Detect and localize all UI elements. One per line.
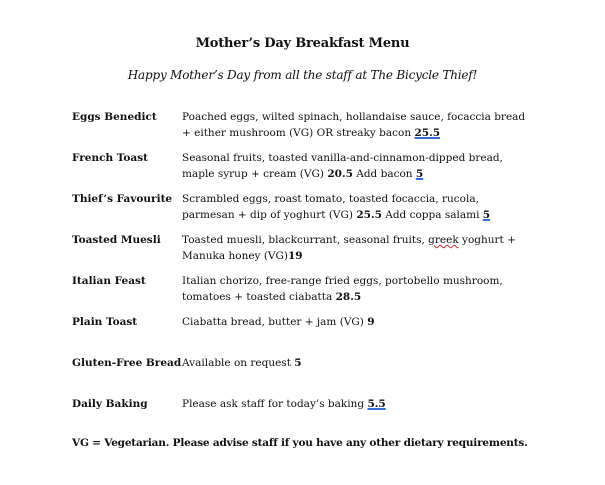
item-desc-text: Scrambled eggs, roast tomato, toasted focaccia, rucola, parmesan + dip of yoghurt (VG)	[182, 193, 479, 221]
item-price: 9	[367, 316, 375, 328]
item-price: 25.5	[356, 208, 382, 221]
item-name: French Toast	[72, 152, 148, 164]
item-desc-spellcheck-word: greek	[428, 234, 459, 246]
item-desc-text: Ciabatta bread, butter + jam (VG)	[182, 316, 368, 328]
item-price: 5	[294, 357, 302, 369]
item-price: 5.5	[367, 398, 386, 410]
item-price: 20.5	[327, 167, 353, 180]
item-desc-text: yoghurt + Manuka honey (VG)	[182, 234, 516, 262]
item-price: 25.5	[414, 126, 441, 139]
item-name: Italian Feast	[72, 275, 146, 287]
item-name: Daily Baking	[72, 398, 148, 410]
menu-subtitle: Happy Mother’s Day from all the staff at The Bicycle Thief!	[127, 68, 478, 82]
menu-title: Mother’s Day Breakfast Menu	[195, 36, 410, 51]
item-addon-price: 5	[415, 167, 424, 180]
item-desc-text: Seasonal fruits, toasted vanilla-and-cinnamon-dipped bread, maple syrup + cream (VG)	[182, 152, 503, 180]
item-price: 19	[288, 249, 303, 262]
item-description	[182, 110, 532, 141]
item-addon-text: Add coppa salami	[381, 208, 483, 221]
item-description	[182, 274, 532, 305]
item-name: Plain Toast	[72, 316, 138, 328]
item-desc-text: Available on request	[182, 357, 295, 369]
item-name: Toasted Muesli	[72, 234, 161, 246]
item-description	[182, 315, 532, 331]
item-description	[182, 356, 532, 372]
item-desc-text: Toasted muesli, blackcurrant, seasonal fruits,	[182, 234, 429, 246]
item-desc-text: Please ask staff for today’s baking	[182, 398, 368, 410]
item-price: 28.5	[335, 290, 362, 303]
item-description	[182, 397, 532, 413]
menu-footer-note: VG = Vegetarian. Please advise staff if you have any other dietary requirements.	[72, 437, 528, 449]
item-desc-text: Poached eggs, wilted spinach, hollandaise sauce, focaccia bread + either mushroom (VG) OR streaky bacon	[182, 111, 526, 139]
item-addon-text: Add bacon	[352, 167, 416, 180]
item-description	[182, 192, 532, 223]
item-desc-text: Italian chorizo, free-range fried eggs, portobello mushroom, tomatoes + toasted ciabatta	[182, 275, 503, 303]
item-name: Gluten-Free Bread	[72, 357, 182, 369]
item-name: Eggs Benedict	[72, 111, 157, 123]
item-name: Thief’s Favourite	[72, 193, 173, 205]
item-description	[182, 233, 532, 264]
item-description	[182, 151, 532, 182]
item-addon-price: 5	[482, 208, 491, 221]
